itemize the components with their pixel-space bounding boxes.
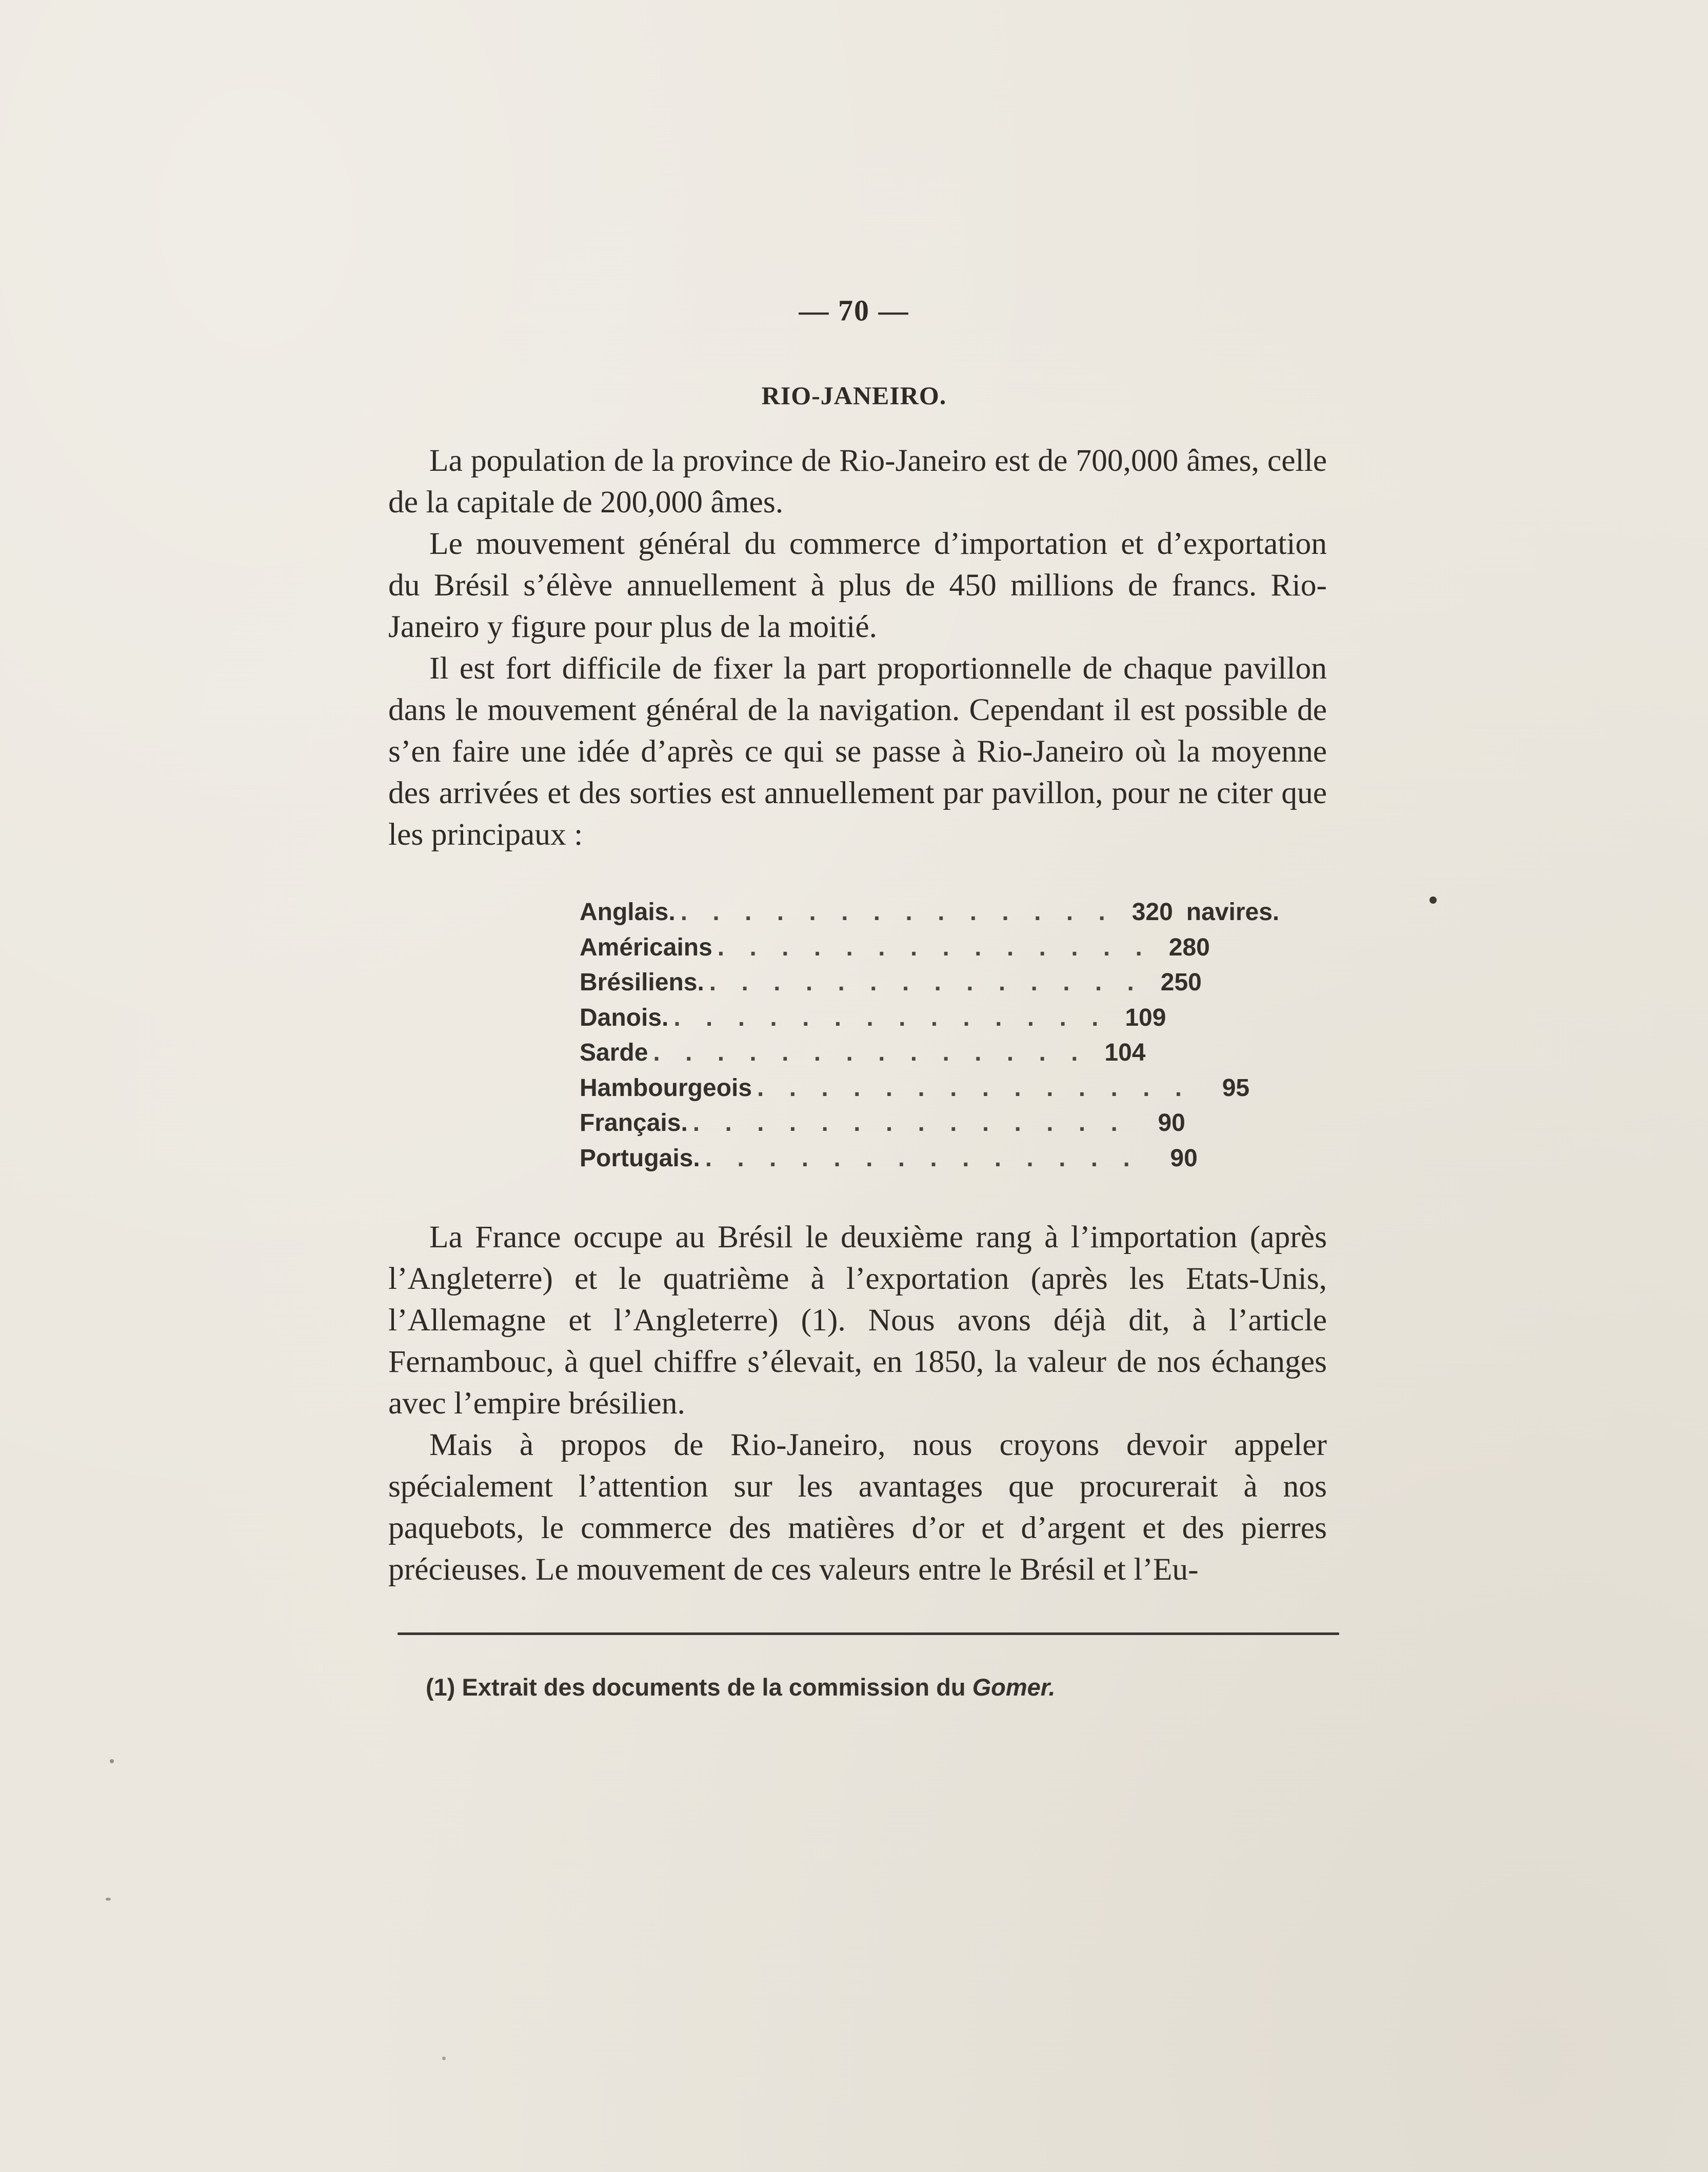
footnote-divider	[398, 1632, 1339, 1635]
paragraph: Mais à propos de Rio-Janeiro, nous croyons devoir appeler spécialement l’attention sur les avantages que procurerait à nos paquebots, le commerce des matières d’or et d’argent et des pierres précieuses. Le mouvement de ces valeurs entre le Brésil et l’Eu-	[388, 1427, 1327, 1587]
footnote-text: Extrait des documents de la commission du	[462, 1673, 966, 1701]
ship-count: 250	[1160, 969, 1202, 996]
paper-speck	[442, 2057, 446, 2060]
ship-flag-table	[580, 895, 1280, 1176]
flag-name: Sarde	[580, 1039, 648, 1066]
paragraph: Le mouvement général du commerce d’importation et d’exportation du Brésil s’élève annuellement à plus de 450 millions de francs. Rio-Janeiro y figure pour plus de la moitié.	[388, 526, 1327, 644]
flag-name: Américains	[580, 933, 712, 961]
dot-leader: . . . . . . . . . . . . . .	[709, 969, 1143, 996]
table-row	[580, 1071, 1250, 1106]
ship-count: 109	[1125, 1004, 1166, 1031]
paper-speck	[1429, 896, 1437, 904]
table-row	[580, 1106, 1185, 1141]
paragraph: Il est fort difficile de fixer la part proportionnelle de chaque pavillon dans le mouvement général de la navigation. Cependant il est possible de s’en faire une idée d’après ce qui se passe à Rio-Janeiro où la moyenne des arrivées et des sorties est annuellement par pavillon, pour ne citer que les principaux :	[388, 651, 1327, 852]
dot-leader: . . . . . . . . . . . . . .	[757, 1074, 1191, 1102]
body-text-top	[388, 440, 1327, 855]
dot-leader: . . . . . . . . . . . . . .	[717, 933, 1151, 961]
table-row	[580, 965, 1202, 1001]
ship-count: 90	[1170, 1144, 1198, 1172]
ship-unit: navires.	[1186, 899, 1280, 926]
table-row	[580, 930, 1210, 966]
dot-leader: . . . . . . . . . . . . . .	[680, 899, 1115, 926]
footnote	[426, 1673, 1328, 1701]
dot-leader: . . . . . . . . . . . . . .	[692, 1109, 1127, 1137]
table-row	[580, 1001, 1166, 1036]
paper-speck	[106, 1898, 111, 1901]
paragraph: La population de la province de Rio-Janeiro est de 700,000 âmes, celle de la capitale de 200,000 âmes.	[388, 443, 1327, 520]
flag-name: Français.	[580, 1109, 688, 1137]
flag-name: Anglais.	[580, 899, 676, 926]
footnote-italic-text: Gomer.	[972, 1673, 1056, 1701]
ship-count: 104	[1104, 1039, 1146, 1066]
ship-count: 320	[1131, 899, 1173, 926]
dot-leader: . . . . . . . . . . . . . .	[673, 1004, 1108, 1031]
paper-speck	[110, 1759, 114, 1763]
dot-leader: . . . . . . . . . . . . . .	[705, 1144, 1139, 1172]
page-number: — 70 —	[799, 294, 909, 327]
table-row	[580, 1141, 1198, 1177]
ship-count: 280	[1168, 933, 1210, 961]
ship-count: 95	[1222, 1074, 1250, 1102]
dot-leader: . . . . . . . . . . . . . .	[653, 1039, 1087, 1066]
flag-name: Hambourgeois	[580, 1074, 752, 1102]
footnote-marker: (1)	[426, 1673, 455, 1701]
flag-name: Danois.	[580, 1004, 669, 1031]
flag-name: Brésiliens.	[580, 969, 704, 996]
paragraph: La France occupe au Brésil le deuxième rang à l’importation (après l’Angleterre) et le quatrième à l’exportation (après les Etats-Unis, l’Allemagne et l’Angleterre) (1). Nous avons déjà dit, à l’article Fernambouc, à quel chiffre s’élevait, en 1850, la valeur de nos échanges avec l’empire brésilien.	[388, 1220, 1327, 1421]
table-row	[580, 1035, 1154, 1071]
table-row	[580, 895, 1280, 930]
ship-count: 90	[1158, 1109, 1185, 1137]
flag-name: Portugais.	[580, 1144, 700, 1172]
body-text-bottom	[388, 1217, 1327, 1590]
section-heading: RIO-JANEIRO.	[761, 381, 947, 410]
